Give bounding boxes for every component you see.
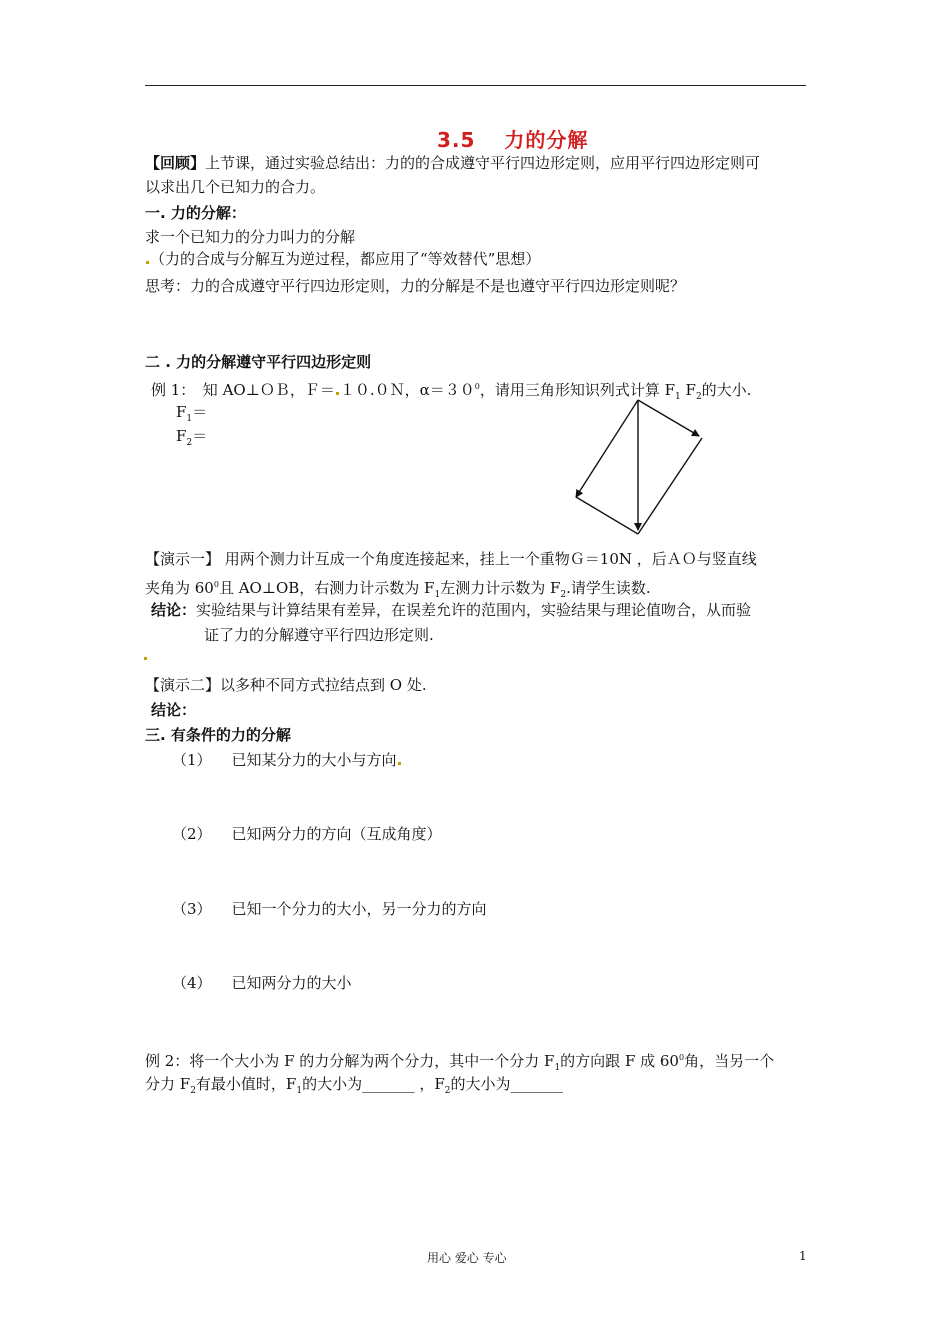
parallelogram-side-right bbox=[638, 438, 702, 534]
condition-item-4: （4） 已知两分力的大小 bbox=[172, 974, 352, 992]
section1-heading: 一. 力的分解： bbox=[145, 204, 246, 222]
demo1-conclusion-line-2: 证了力的分解遵守平行四边形定则. bbox=[204, 626, 434, 644]
marker-dot bbox=[146, 261, 149, 264]
condition-item-2: （2） 已知两分力的方向（互成角度） bbox=[172, 825, 442, 843]
review-tag: 【回顾】 bbox=[145, 154, 206, 172]
condition-item-1: （1） 已知某分力的大小与方向 bbox=[172, 749, 402, 771]
marker-dot bbox=[143, 645, 148, 664]
page-number: 1 bbox=[799, 1249, 807, 1263]
demo1-line-2: 夹角为 $60^0$且 AO⊥OB，右测力计示数为 $F_1$左测力计示数为 $F_2$.请学生读数. bbox=[145, 579, 651, 600]
parallelogram-side-bottom-left bbox=[576, 497, 638, 534]
example1-text: 例 1： 知 AO⊥ＯＢ，Ｆ＝ １０.０Ｎ，$\alpha=30^0$，请用三角形知识列式计算 $F_1$ $F_2$的大小. bbox=[151, 381, 752, 402]
f2-equation: $F_2=$ bbox=[176, 427, 208, 448]
force-f1-arrow bbox=[576, 400, 638, 497]
condition-item-3: （3） 已知一个分力的大小，另一分力的方向 bbox=[172, 900, 487, 918]
demo2-line: 【演示二】以多种不同方式拉结点到 O 处. bbox=[145, 676, 427, 694]
review-line-1: 【回顾】上节课，通过实验总结出：力的的合成遵守平行四边形定则，应用平行四边形定则可 bbox=[145, 154, 761, 172]
force-decomposition-diagram bbox=[560, 392, 720, 547]
demo1-line-1: 【演示一】 用两个测力计互成一个角度连接起来，挂上一个重物Ｇ＝10N ，后ＡＯ与竖直线 bbox=[145, 550, 757, 568]
f1-equation: $F_1=$ bbox=[176, 403, 208, 424]
demo1-conclusion-line-1: 结论：实验结果与计算结果有差异，在误差允许的范围内，实验结果与理论值吻合，从而验 bbox=[151, 601, 752, 619]
page-title: 3.5 力的分解 bbox=[437, 128, 589, 152]
section1-think: 思考：力的合成遵守平行四边形定则，力的分解是不是也遵守平行四边形定则呢？ bbox=[145, 277, 686, 295]
example2-line-2: 分力 $F_2$有最小值时，$F_1$的大小为_______ ，$F_2$的大小为_______ bbox=[145, 1075, 564, 1096]
marker-dot bbox=[336, 392, 339, 395]
header-rule bbox=[145, 85, 806, 86]
marker-dot bbox=[398, 762, 401, 765]
section1-definition: 求一个已知力的分力叫力的分解 bbox=[145, 228, 356, 246]
footer-center: 用心 爱心 专心 bbox=[427, 1251, 507, 1265]
demo1-tag: 【演示一】 bbox=[145, 550, 221, 568]
demo2-conclusion-label: 结论： bbox=[151, 701, 197, 719]
section3-heading: 三. 有条件的力的分解 bbox=[145, 726, 291, 744]
section2-heading: 二 . 力的分解遵守平行四边形定则 bbox=[145, 353, 372, 371]
example2-line-1: 例 2：将一个大小为 F 的力分解为两个分力，其中一个分力 $F_1$的方向跟 F 成 $60^0$角，当另一个 bbox=[145, 1052, 775, 1073]
section1-note: （力的合成与分解互为逆过程，都应用了“等效替代”思想） bbox=[145, 248, 540, 270]
demo2-tag: 【演示二】 bbox=[145, 676, 221, 694]
review-line-2: 以求出几个已知力的合力。 bbox=[145, 178, 326, 196]
demo1-conclusion-label: 结论： bbox=[151, 601, 197, 619]
force-f2-arrow bbox=[638, 400, 699, 436]
